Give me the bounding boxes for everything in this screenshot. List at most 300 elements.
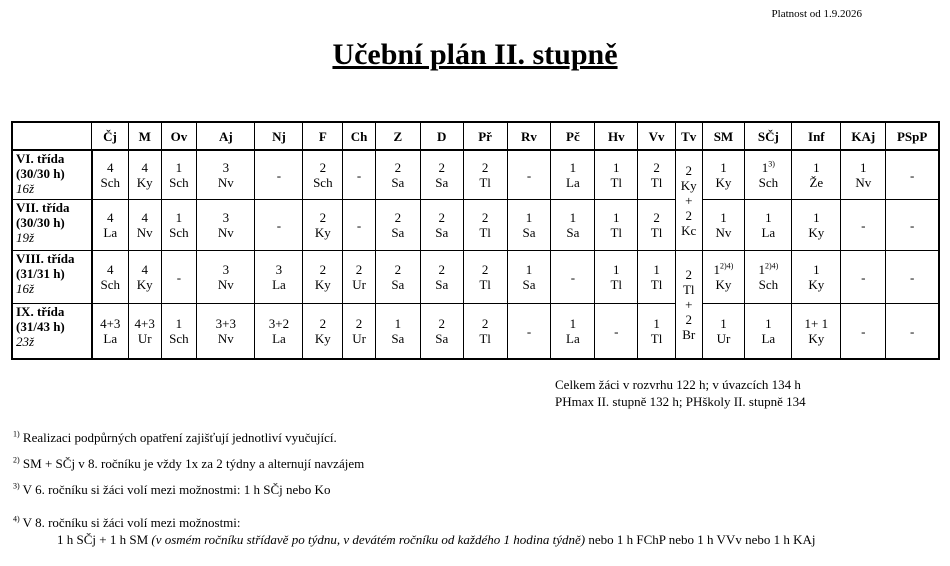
hours-value — [745, 160, 791, 175]
hours-cell — [463, 251, 507, 304]
hours-value — [376, 262, 420, 277]
hours-value — [638, 160, 675, 175]
column-header: Pč — [551, 122, 595, 150]
footnote-option-note: (v osmém ročníku střídavě po týdnu, v devátém ročníku od každého 1 hodina týdně) — [151, 532, 586, 547]
hours-value — [886, 324, 938, 339]
teacher-code: La — [103, 225, 118, 240]
teacher-code: Tl — [650, 225, 663, 240]
hours-cell — [507, 251, 551, 304]
grade-cell — [12, 200, 92, 251]
grade-hours: (31/31 h) — [16, 266, 65, 281]
hours-number: 2 — [394, 160, 402, 175]
hours-cell — [128, 150, 161, 200]
teacher-code: Sch — [313, 175, 333, 190]
teacher-code: Sch — [758, 277, 779, 292]
hours-cell — [792, 150, 841, 200]
column-header: F — [303, 122, 343, 150]
teacher-code: Nv — [217, 277, 234, 292]
hours-cell — [197, 150, 255, 200]
page-title: Učební plán II. stupně — [332, 38, 618, 71]
hours-number: - — [861, 323, 866, 339]
hours-cell — [745, 304, 792, 360]
teacher-code: Sch — [758, 175, 779, 190]
teacher-code: Sa — [391, 331, 405, 346]
hours-number: 1 — [720, 316, 727, 331]
footnote-text: Realizaci podpůrných opatření zajišťují jednotliví vyučující. — [19, 430, 337, 445]
hours-cell — [375, 304, 420, 360]
hours-cell — [375, 150, 420, 200]
teacher-code: Tl — [650, 175, 663, 190]
teacher-code: Tl — [650, 277, 663, 292]
hours-value — [551, 210, 594, 225]
tv-line: Tl — [682, 282, 695, 297]
column-header: Ov — [161, 122, 197, 150]
hours-number: 1 — [653, 262, 660, 277]
hours-cell — [420, 304, 463, 360]
tv-line: Kc — [681, 223, 697, 238]
teacher-code: Nv — [217, 331, 234, 346]
hours-number: 1 — [653, 316, 660, 331]
hours-value — [93, 160, 128, 175]
hours-value — [129, 210, 161, 225]
hours-number: 1 — [765, 316, 772, 331]
teacher-code: Tl — [610, 175, 623, 190]
hours-cell — [841, 304, 886, 360]
hours-cell — [255, 251, 303, 304]
hours-cell — [638, 150, 676, 200]
hours-value — [303, 210, 342, 225]
hours-value — [255, 316, 302, 331]
hours-number: 2 — [319, 262, 327, 277]
hours-number: 2 — [394, 262, 402, 277]
hours-cell — [551, 304, 595, 360]
hours-value — [93, 316, 128, 331]
hours-value — [464, 210, 507, 225]
teacher-code: Sch — [169, 175, 189, 190]
hours-number: 2 — [355, 316, 363, 331]
grade-pupils: 16ž — [16, 281, 35, 296]
hours-number: - — [176, 269, 182, 285]
teacher-code: Ky — [136, 175, 153, 190]
summary-line-2: PHmax II. stupně 132 h; PHškoly II. stupně 134 — [555, 394, 806, 409]
hours-number: 1 — [860, 160, 867, 175]
hours-number: - — [356, 167, 362, 183]
hours-cell — [255, 304, 303, 360]
grade-hours: (30/30 h) — [16, 215, 65, 230]
hours-cell — [638, 200, 676, 251]
hours-value — [255, 168, 302, 183]
hours-number: - — [276, 217, 282, 233]
hours-cell — [638, 251, 676, 304]
hours-value — [595, 210, 637, 225]
grade-hours: (31/43 h) — [16, 319, 65, 334]
footnote-1 — [13, 429, 337, 446]
hours-value — [886, 270, 938, 285]
curriculum-table — [11, 121, 940, 360]
footnote-ref: 2)4) — [720, 261, 734, 271]
hours-value — [162, 160, 197, 175]
teacher-code: Sa — [435, 277, 449, 292]
hours-value — [464, 160, 507, 175]
column-header: Př — [463, 122, 507, 150]
header-corner — [12, 122, 92, 150]
teacher-code: Ky — [314, 277, 331, 292]
hours-cell — [702, 200, 745, 251]
hours-number: 2 — [481, 262, 489, 277]
hours-cell — [463, 304, 507, 360]
column-header: Čj — [92, 122, 129, 150]
hours-value — [508, 324, 551, 339]
teacher-code: La — [103, 331, 118, 346]
hours-number: 2 — [438, 316, 445, 331]
hours-number: - — [526, 167, 532, 183]
hours-number: 2 — [319, 316, 327, 331]
grade-pupils: 23ž — [16, 334, 35, 349]
hours-value — [421, 210, 463, 225]
column-header: Tv — [675, 122, 702, 150]
hours-value — [638, 316, 675, 331]
hours-value — [886, 218, 938, 233]
hours-cell — [792, 200, 841, 251]
hours-number: 4+3 — [134, 316, 155, 331]
teacher-code: Sch — [100, 277, 120, 292]
hours-number: 2 — [653, 210, 660, 225]
column-header: SM — [702, 122, 745, 150]
column-header: KAj — [841, 122, 886, 150]
grade-name: VI. třída — [16, 151, 65, 166]
hours-cell — [702, 150, 745, 200]
hours-cell — [841, 200, 886, 251]
hours-value — [129, 316, 161, 331]
hours-value — [703, 160, 745, 175]
hours-value — [886, 168, 938, 183]
teacher-code: Ky — [715, 277, 732, 292]
teacher-code: Ky — [314, 225, 331, 240]
teacher-code: Sch — [169, 225, 189, 240]
hours-number: 4 — [107, 262, 114, 277]
hours-value — [343, 262, 375, 277]
hours-cell — [375, 200, 420, 251]
hours-number: 4 — [141, 160, 148, 175]
validity-date: Platnost od 1.9.2026 — [771, 8, 862, 20]
hours-number: 1 — [765, 210, 772, 225]
hours-cell — [128, 251, 161, 304]
hours-value — [595, 262, 637, 277]
teacher-code: Ky — [136, 277, 153, 292]
hours-number: 4 — [141, 262, 148, 277]
teacher-code: Tl — [479, 225, 491, 240]
hours-number: 1 — [613, 262, 620, 277]
teacher-code: La — [566, 331, 580, 346]
teacher-code: La — [272, 331, 286, 346]
tv-line: Ky — [680, 178, 697, 193]
hours-cell — [638, 304, 676, 360]
hours-value — [841, 324, 885, 339]
grade-pupils: 19ž — [16, 230, 35, 245]
teacher-code: Nv — [217, 225, 234, 240]
hours-value — [162, 316, 197, 331]
hours-number: 1 — [175, 210, 183, 225]
footnote-option: 1 h SČj + 1 h SM — [57, 532, 152, 547]
hours-cell — [303, 150, 343, 200]
teacher-code: Tl — [479, 331, 491, 346]
teacher-code: Sa — [391, 225, 405, 240]
hours-number: 1 — [569, 316, 577, 331]
hours-number: 1 — [394, 316, 402, 331]
hours-number: 2 — [319, 210, 327, 225]
hours-value — [255, 218, 302, 233]
hours-value — [376, 316, 420, 331]
column-header: Inf — [792, 122, 841, 150]
hours-summary — [555, 376, 806, 410]
hours-cell — [197, 304, 255, 360]
hours-number: - — [276, 167, 282, 183]
hours-value — [162, 210, 197, 225]
hours-number: 2 — [481, 210, 489, 225]
hours-cell — [507, 150, 551, 200]
hours-cell — [551, 150, 595, 200]
hours-number: - — [614, 323, 619, 339]
hours-number: 1 — [569, 210, 577, 225]
hours-number: - — [526, 323, 532, 339]
hours-value — [508, 210, 551, 225]
teacher-code: Sa — [522, 225, 536, 240]
teacher-code: Ky — [715, 175, 732, 190]
hours-cell — [92, 251, 129, 304]
teacher-code: Ky — [808, 331, 825, 346]
hours-number: 1 — [525, 262, 533, 277]
hours-cell — [161, 200, 197, 251]
summary-line-1: Celkem žáci v rozvrhu 122 h; v úvazcích 134 h — [555, 377, 801, 392]
hours-cell — [507, 200, 551, 251]
hours-value — [841, 270, 885, 285]
hours-value — [93, 262, 128, 277]
teacher-code: Tl — [650, 331, 663, 346]
hours-cell — [507, 304, 551, 360]
hours-cell — [745, 200, 792, 251]
footnote-mark: 2) — [13, 455, 20, 465]
hours-cell — [702, 251, 745, 304]
column-header: Z — [375, 122, 420, 150]
tv-line: 2 — [685, 163, 692, 178]
grade-name: VII. třída — [16, 200, 70, 215]
hours-number: 1 — [613, 160, 620, 175]
hours-value — [595, 160, 637, 175]
teacher-code: Sa — [435, 331, 449, 346]
hours-cell — [92, 150, 129, 200]
hours-value — [792, 160, 840, 175]
hours-number: 2 — [438, 262, 445, 277]
hours-number: - — [909, 323, 915, 339]
teacher-code: Sa — [391, 277, 405, 292]
hours-cell — [343, 251, 376, 304]
table-row — [12, 251, 939, 304]
teacher-code: Ky — [314, 331, 331, 346]
hours-cell — [303, 251, 343, 304]
teacher-code: Sa — [566, 225, 580, 240]
hours-number: 1 — [713, 262, 721, 277]
hours-value — [343, 218, 375, 233]
grade-hours: (30/30 h) — [16, 166, 65, 181]
hours-value — [792, 262, 840, 277]
hours-number: - — [909, 217, 915, 233]
hours-number: 4+3 — [100, 316, 121, 331]
hours-number: 2 — [481, 316, 489, 331]
teacher-code: Nv — [715, 225, 732, 240]
hours-number: 1+ 1 — [804, 316, 829, 331]
tv-line: 2 — [685, 267, 692, 282]
teacher-code: Sa — [522, 277, 536, 292]
hours-value — [638, 262, 675, 277]
hours-number: 1 — [720, 210, 727, 225]
hours-cell — [886, 200, 939, 251]
column-header: Hv — [595, 122, 638, 150]
hours-cell — [255, 200, 303, 251]
hours-value — [792, 316, 840, 331]
hours-number: 2 — [394, 210, 402, 225]
hours-cell — [551, 200, 595, 251]
hours-number: - — [356, 217, 362, 233]
hours-cell — [303, 200, 343, 251]
tv-line: + — [685, 297, 693, 312]
hours-value — [508, 168, 551, 183]
hours-value — [745, 316, 791, 331]
table-row — [12, 200, 939, 251]
teacher-code: Sa — [391, 175, 405, 190]
tv-merged-cell — [675, 150, 702, 251]
hours-value — [508, 262, 551, 277]
hours-value — [551, 160, 594, 175]
hours-number: 1 — [813, 262, 820, 277]
hours-value — [745, 210, 791, 225]
column-header: Vv — [638, 122, 676, 150]
hours-value — [703, 262, 745, 277]
hours-cell — [303, 304, 343, 360]
teacher-code: Ky — [808, 277, 825, 292]
teacher-code: Ky — [808, 225, 825, 240]
hours-cell — [343, 150, 376, 200]
column-header: Ch — [343, 122, 376, 150]
hours-cell — [745, 150, 792, 200]
hours-cell — [197, 251, 255, 304]
hours-cell — [161, 304, 197, 360]
teacher-code: La — [566, 175, 580, 190]
hours-value — [421, 316, 463, 331]
hours-cell — [420, 251, 463, 304]
hours-cell — [128, 304, 161, 360]
hours-number: 1 — [813, 210, 820, 225]
hours-value — [197, 316, 254, 331]
footnote-text: V 6. ročníku si žáci volí mezi možnostmi: 1 h SČj nebo Ko — [19, 482, 331, 497]
hours-value — [703, 210, 745, 225]
teacher-code: Tl — [479, 277, 491, 292]
footnote-ref: 2)4) — [764, 261, 779, 271]
hours-value — [303, 316, 342, 331]
teacher-code: Ur — [352, 277, 366, 292]
hours-cell — [343, 304, 376, 360]
hours-number: - — [909, 269, 915, 285]
hours-value — [93, 210, 128, 225]
hours-cell — [841, 251, 886, 304]
hours-number: 1 — [569, 160, 577, 175]
hours-cell — [92, 200, 129, 251]
tv-merged-cell — [675, 251, 702, 360]
teacher-code: La — [761, 225, 776, 240]
hours-value — [792, 210, 840, 225]
hours-value — [464, 316, 507, 331]
hours-number: 4 — [107, 210, 114, 225]
footnote-ref: 3) — [768, 159, 775, 169]
hours-cell — [595, 251, 638, 304]
hours-number: 2 — [653, 160, 660, 175]
grade-cell — [12, 150, 92, 200]
hours-number: 1 — [175, 160, 183, 175]
hours-value — [376, 160, 420, 175]
teacher-code: Tl — [479, 175, 491, 190]
hours-value — [197, 160, 254, 175]
hours-value — [162, 270, 197, 285]
column-header: M — [128, 122, 161, 150]
hours-number: - — [861, 269, 866, 285]
hours-number: 1 — [758, 262, 765, 277]
hours-number: 3+2 — [268, 316, 290, 331]
hours-cell — [463, 150, 507, 200]
hours-value — [421, 262, 463, 277]
hours-number: 3+3 — [215, 316, 237, 331]
hours-value — [343, 168, 375, 183]
hours-cell — [255, 150, 303, 200]
hours-value — [255, 262, 302, 277]
tv-line: 2 — [685, 208, 692, 223]
teacher-code: Nv — [136, 225, 153, 240]
hours-value — [841, 218, 885, 233]
hours-cell — [886, 251, 939, 304]
hours-number: 2 — [481, 160, 489, 175]
hours-cell — [375, 251, 420, 304]
hours-number: 1 — [720, 160, 727, 175]
hours-number: - — [909, 167, 915, 183]
grade-cell — [12, 304, 92, 360]
hours-number: 3 — [222, 210, 230, 225]
tv-line: 2 — [685, 312, 692, 327]
teacher-code: La — [761, 331, 776, 346]
hours-number: 1 — [175, 316, 183, 331]
hours-value — [638, 210, 675, 225]
hours-number: 1 — [525, 210, 533, 225]
hours-cell — [595, 200, 638, 251]
hours-number: 2 — [438, 160, 445, 175]
hours-cell — [792, 251, 841, 304]
tv-line: + — [685, 193, 693, 208]
teacher-code: Tl — [610, 225, 623, 240]
hours-number: 3 — [275, 262, 283, 277]
grade-name: VIII. třída — [16, 251, 75, 266]
hours-cell — [161, 150, 197, 200]
teacher-code: Sch — [100, 175, 120, 190]
teacher-code: Tl — [610, 277, 623, 292]
hours-cell — [595, 150, 638, 200]
hours-value — [464, 262, 507, 277]
teacher-code: Že — [809, 175, 824, 190]
footnote-option-rest: nebo 1 h FChP nebo 1 h VVv nebo 1 h KAj — [585, 532, 816, 547]
teacher-code: Sa — [435, 175, 449, 190]
hours-value — [129, 160, 161, 175]
footnote-text: SM + SČj v 8. ročníku je vždy 1x za 2 týdny a alternují navzájem — [19, 456, 365, 471]
hours-value — [303, 160, 342, 175]
teacher-code: Sch — [169, 331, 189, 346]
teacher-code: Ur — [716, 331, 731, 346]
teacher-code: Ur — [137, 331, 152, 346]
